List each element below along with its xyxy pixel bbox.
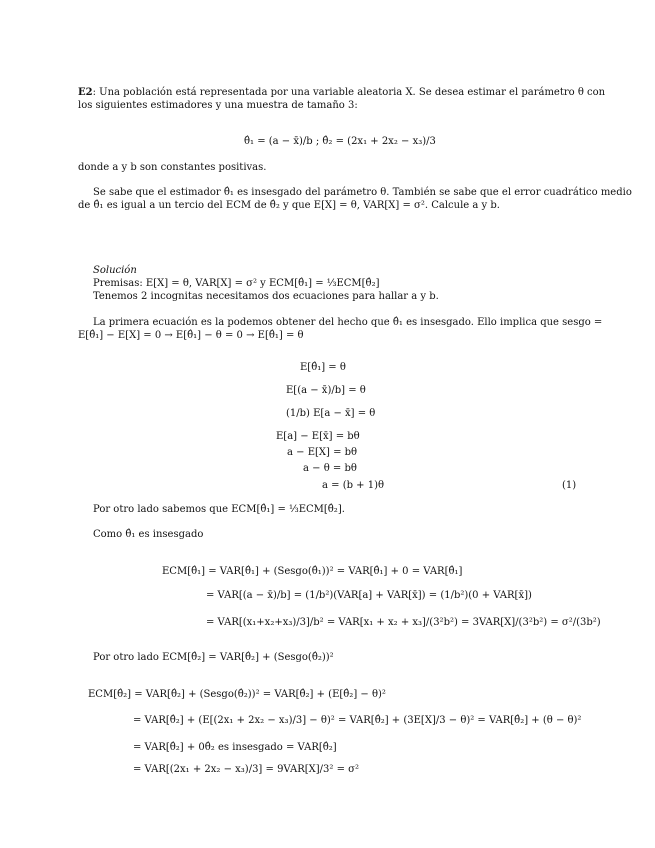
unknowns: Tenemos 2 incognitas necesitamos dos ecuaciones para hallar a y b.: [93, 291, 439, 302]
ecm1-line-1: ECM[θ̂₁] = VAR[θ̂₁] + (Sesgo(θ̂₁))² = VAR[θ̂₁] + 0 = VAR[θ̂₁]: [162, 566, 463, 577]
constants-note: donde a y b son constantes positivas.: [78, 162, 267, 173]
problem-text-1: : Una población está representada por una variable aleatoria X. Se desea estimar el parámetro θ con: [92, 87, 606, 98]
derivation-step-3: (1/b) E[a − x̄] = θ: [286, 408, 376, 419]
ecm1-line-3: = VAR[(x₁+x₂+x₃)/3]/b² = VAR[x₁ + x₂ + x₃]/(3²b²) = 3VAR[X]/(3²b²) = σ²/(3b²): [206, 617, 601, 628]
equation-number: (1): [562, 480, 577, 491]
ecm2-line-4: = VAR[(2x₁ + 2x₂ − x₃)/3] = 9VAR[X]/3² = σ²: [133, 764, 359, 775]
problem-line-3: Se sabe que el estimador θ̂₁ es insesgado del parámetro θ. También se sabe que el error cuadrático medio: [93, 187, 632, 198]
problem-label: E2: [78, 87, 93, 98]
ecm2-line-1: ECM[θ̂₂] = VAR[θ̂₂] + (Sesgo(θ̂₂))² = VAR[θ̂₂] + (E[θ̂₂] − θ)²: [88, 689, 386, 700]
premises: Premisas: E[X] = θ, VAR[X] = σ² y ECM[θ̂₁] = ⅓ECM[θ̂₂]: [93, 278, 380, 289]
ecm2-line-2: = VAR[θ̂₂] + (E[(2x₁ + 2x₂ − x₃)/3] − θ)² = VAR[θ̂₂] + (3E[X]/3 − θ)² = VAR[θ̂₂] + (θ − θ)²: [133, 715, 582, 726]
derivation-step-4: E[a] − E[x̄] = bθ: [276, 431, 360, 442]
ecm1-line-2: = VAR[(a − x̄)/b] = (1/b²)(VAR[a] + VAR[x̄]) = (1/b²)(0 + VAR[x̄]): [206, 590, 532, 601]
other-side-text: Por otro lado sabemos que ECM[θ̂₁] = ⅓ECM[θ̂₂].: [93, 504, 345, 515]
ecm2-line-3: = VAR[θ̂₂] + 0θ̂₂ es insesgado = VAR[θ̂₂]: [133, 742, 337, 753]
estimators-equation: θ̂₁ = (a − x̄)/b ; θ̂₂ = (2x₁ + 2x₂ − x₃)/3: [244, 136, 436, 147]
problem-line-2: los siguientes estimadores y una muestra de tamaño 3:: [78, 100, 358, 111]
other-side-text-2: Por otro lado ECM[θ̂₂] = VAR[θ̂₂] + (Sesgo(θ̂₂))²: [93, 652, 334, 663]
solution-heading: Solución: [93, 265, 137, 276]
derivation-step-7: a = (b + 1)θ: [322, 480, 385, 491]
derivation-step-6: a − θ = bθ: [303, 463, 357, 474]
derivation-step-5: a − E[X] = bθ: [287, 447, 358, 458]
first-equation-text-1: La primera ecuación es la podemos obtener del hecho que θ̂₁ es insesgado. Ello implica que sesgo =: [93, 317, 603, 328]
problem-line-1: [78, 86, 605, 99]
first-equation-text-2: E[θ̂₁] − E[X] = 0 → E[θ̂₁] − θ = 0 → E[θ̂₁] = θ: [78, 330, 304, 341]
unbiased-text: Como θ̂₁ es insesgado: [93, 529, 204, 540]
derivation-step-2: E[(a − x̄)/b] = θ: [286, 385, 366, 396]
problem-line-4: de θ̂₁ es igual a un tercio del ECM de θ̂₂ y que E[X] = θ, VAR[X] = σ². Calcule a y b.: [78, 200, 500, 211]
derivation-step-1: E[θ̂₁] = θ: [300, 362, 346, 373]
